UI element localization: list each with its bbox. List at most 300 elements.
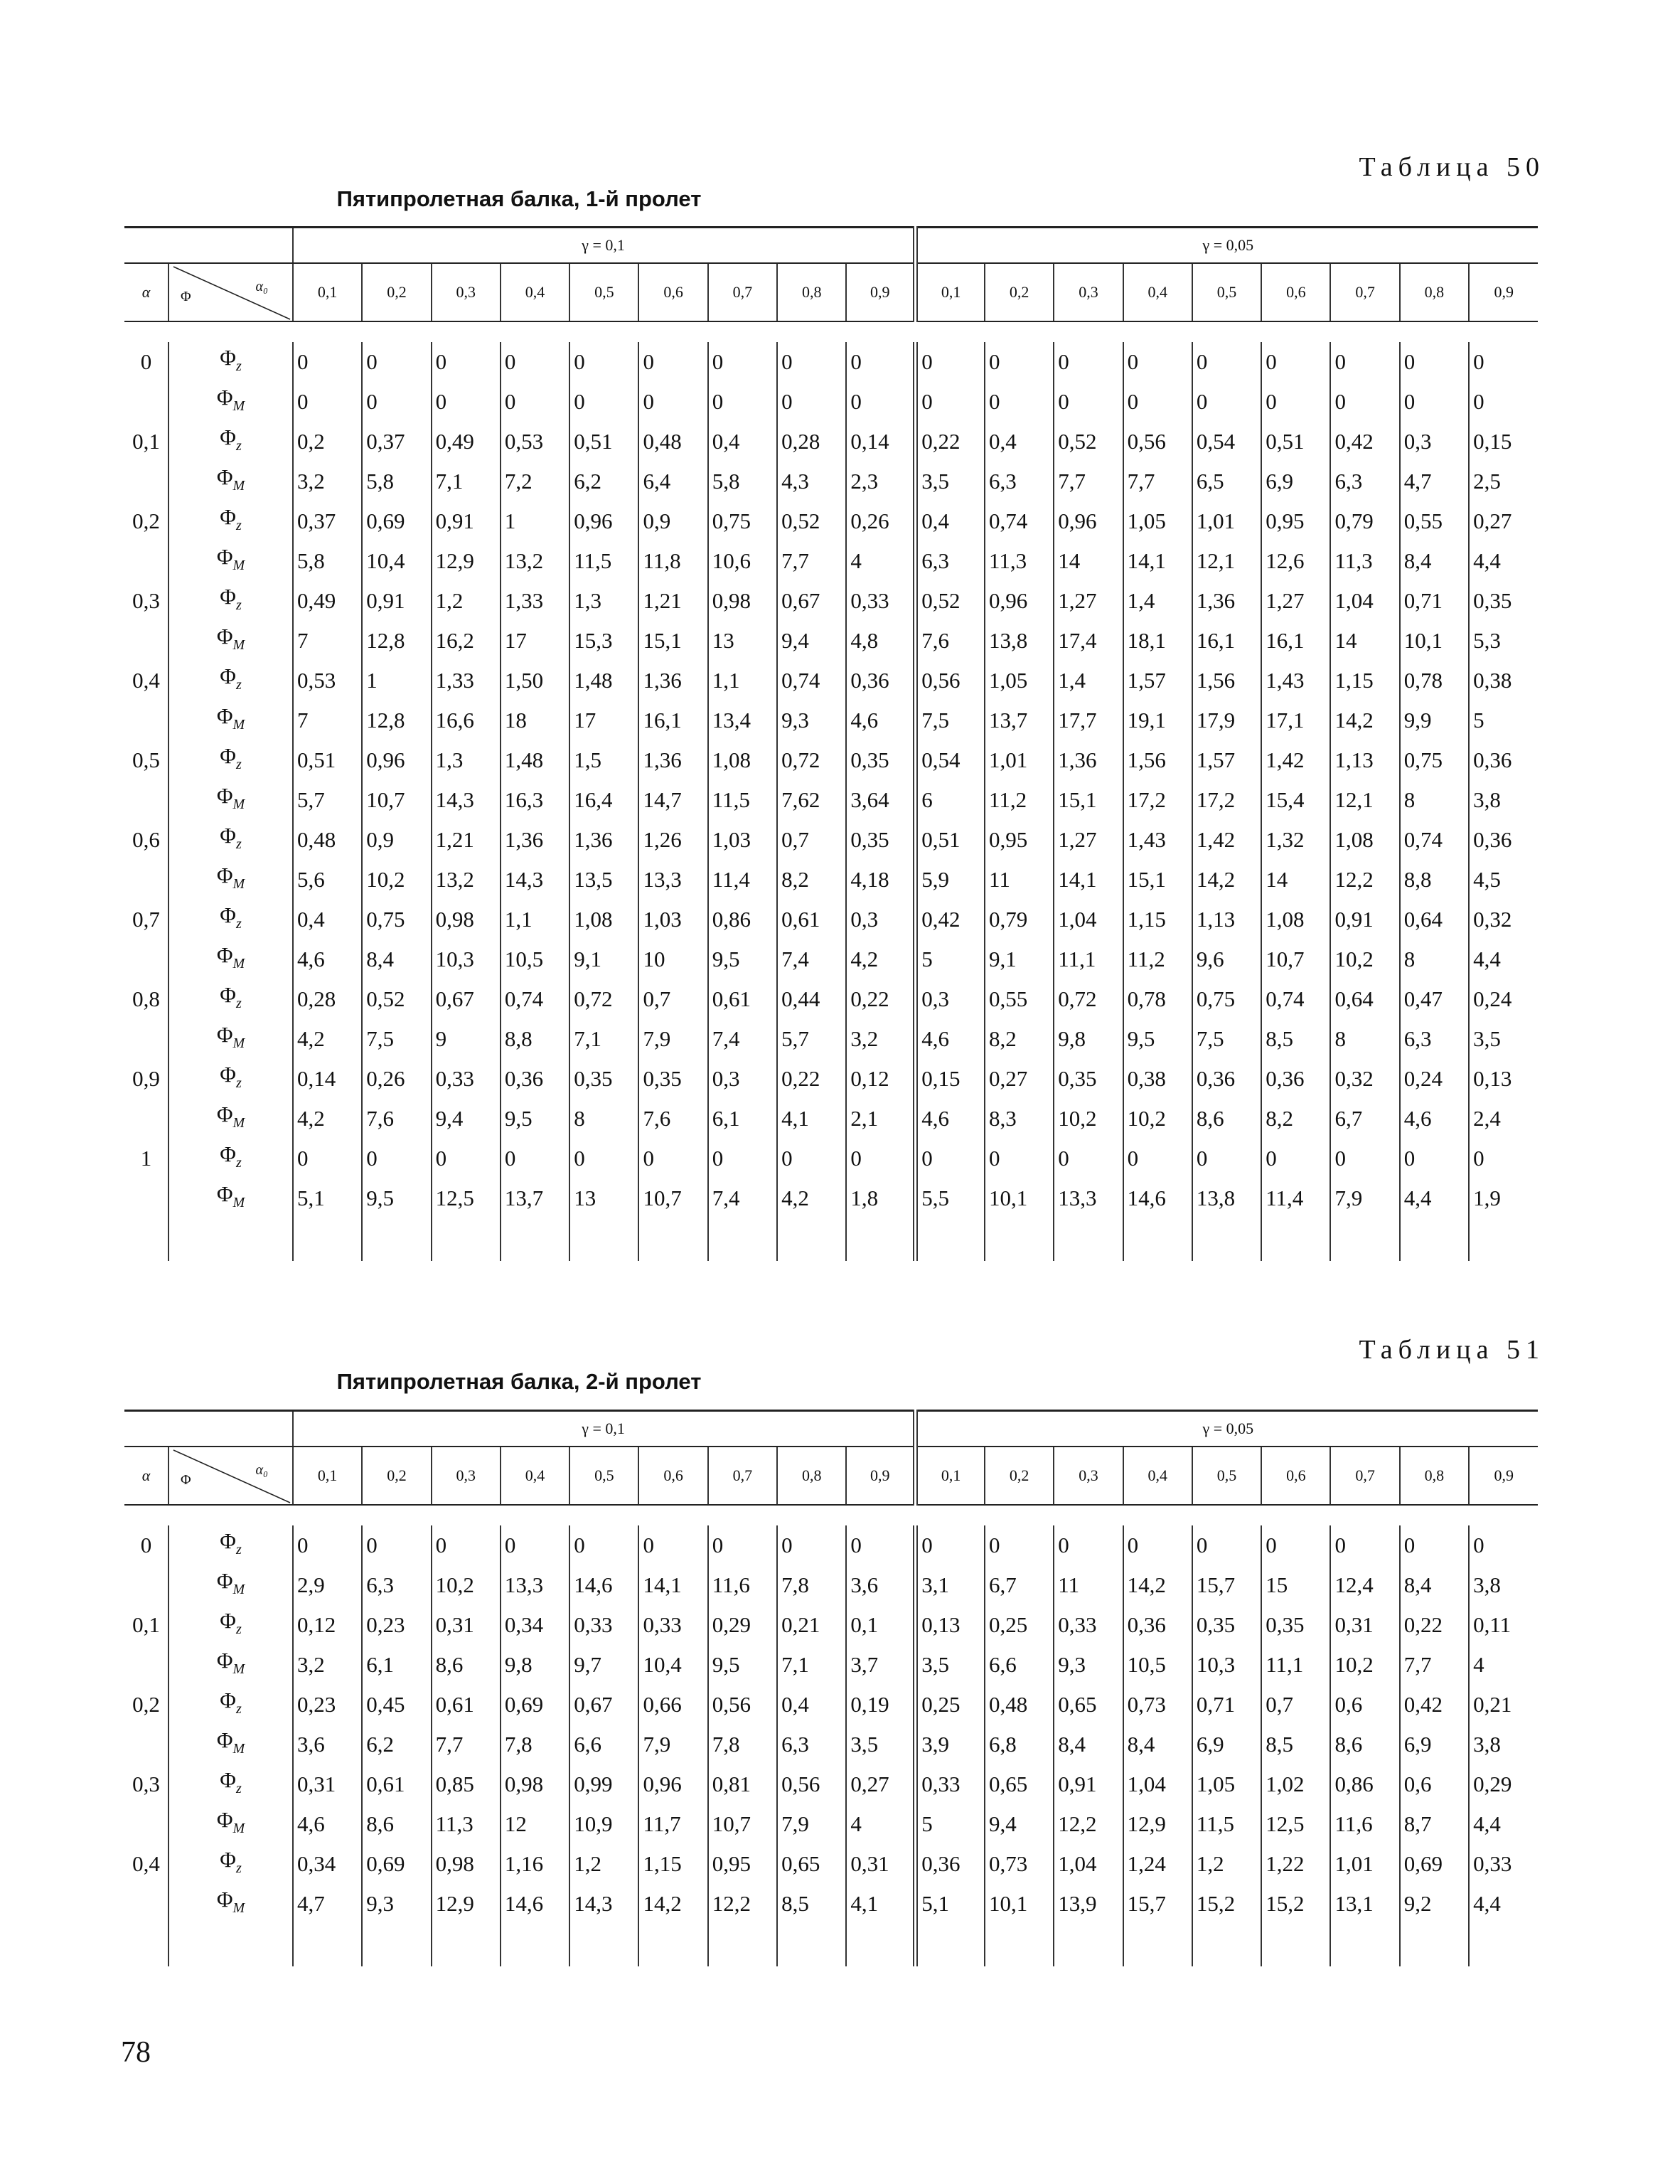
value-cell: 11,1 — [1261, 1645, 1330, 1685]
table-title: Пятипролетная балка, 1-й пролет — [336, 186, 702, 211]
value-cell: 7,2 — [501, 462, 569, 501]
phi-cell — [168, 701, 293, 740]
value-cell: 16,1 — [1261, 621, 1330, 661]
alpha-cell: 0,5 — [132, 747, 160, 772]
value-cell: 10,2 — [1330, 1645, 1399, 1685]
value-cell: 0 — [1469, 382, 1538, 422]
tail-cell — [1192, 1924, 1261, 1966]
value-cell: 0,14 — [846, 422, 915, 462]
value-cell: 1,2 — [432, 581, 501, 621]
tail-cell — [1469, 1924, 1538, 1966]
value-cell: 10,2 — [1123, 1099, 1192, 1139]
header-spacer — [124, 321, 1538, 342]
value-cell: 1,3 — [569, 581, 638, 621]
value-cell: 0,36 — [1261, 1059, 1330, 1099]
value-cell: 1,48 — [501, 740, 569, 780]
value-cell: 0,86 — [1330, 1764, 1399, 1804]
phi-subscript: z — [235, 358, 242, 374]
value-cell: 0,53 — [293, 661, 362, 701]
value-cell: 0,56 — [777, 1764, 846, 1804]
value-cell: 0 — [362, 342, 431, 382]
phi-subscript: M — [232, 1900, 245, 1916]
value-cell: 11,8 — [638, 541, 707, 581]
value-cell: 1,02 — [1261, 1764, 1330, 1804]
table-row — [124, 1844, 1538, 1884]
phi-cell — [168, 342, 293, 382]
alpha-cell: 0,3 — [132, 588, 160, 613]
value-cell: 11 — [1054, 1565, 1123, 1605]
value-cell: 5 — [916, 1804, 985, 1844]
phi-subscript: z — [235, 996, 242, 1011]
value-cell: 14,3 — [501, 860, 569, 900]
value-cell: 0,91 — [432, 501, 501, 541]
value-cell: 7,7 — [432, 1725, 501, 1764]
value-cell: 8,6 — [362, 1804, 431, 1844]
value-cell: 0,34 — [501, 1605, 569, 1645]
column-header-alpha0: 0,6 — [638, 1447, 707, 1505]
value-cell: 0,36 — [1123, 1605, 1192, 1645]
value-cell: 0,32 — [1469, 900, 1538, 939]
value-cell: 0,69 — [362, 1844, 431, 1884]
value-cell: 10,1 — [985, 1884, 1054, 1924]
value-cell: 0,52 — [916, 581, 985, 621]
value-cell: 12,4 — [1330, 1565, 1399, 1605]
phi-subscript: M — [232, 797, 245, 812]
value-cell: 4,5 — [1469, 860, 1538, 900]
value-cell: 0,99 — [569, 1764, 638, 1804]
column-header-alpha0: 0,7 — [1330, 263, 1399, 321]
value-cell: 3,5 — [916, 1645, 985, 1685]
value-cell: 10 — [638, 939, 707, 979]
tail-cell — [1123, 1924, 1192, 1966]
alpha-cell: 0,8 — [132, 986, 160, 1011]
value-cell: 10,3 — [432, 939, 501, 979]
value-cell: 7,1 — [569, 1019, 638, 1059]
table-tail — [124, 1924, 1538, 1966]
phi-subscript: z — [235, 916, 242, 932]
phi-symbol: Φ — [220, 425, 236, 449]
value-cell: 11,3 — [985, 541, 1054, 581]
value-cell: 0,51 — [569, 422, 638, 462]
tail-cell — [432, 1924, 501, 1966]
value-cell: 7,5 — [916, 701, 985, 740]
value-cell: 0 — [1261, 342, 1330, 382]
tail-cell — [1330, 1924, 1399, 1966]
value-cell: 8,7 — [1400, 1804, 1469, 1844]
column-header-alpha0: 0,1 — [293, 263, 362, 321]
value-cell: 13,1 — [1330, 1884, 1399, 1924]
value-cell: 0,15 — [1469, 422, 1538, 462]
value-cell: 0 — [1192, 1525, 1261, 1565]
value-cell: 0 — [1400, 382, 1469, 422]
value-cell: 7,7 — [1400, 1645, 1469, 1685]
phi-symbol: Φ — [220, 1062, 236, 1087]
value-cell: 0,35 — [846, 820, 915, 860]
value-cell: 0,36 — [501, 1059, 569, 1099]
tail-cell — [777, 1218, 846, 1261]
value-cell: 7,4 — [777, 939, 846, 979]
value-cell: 3,7 — [846, 1645, 915, 1685]
phi-subscript: M — [232, 876, 245, 892]
value-cell: 0,48 — [638, 422, 707, 462]
value-cell: 0 — [569, 382, 638, 422]
value-cell: 0,55 — [985, 979, 1054, 1019]
value-cell: 8,5 — [777, 1884, 846, 1924]
table-row — [124, 1178, 1538, 1218]
table-row — [124, 621, 1538, 661]
value-cell: 0,29 — [1469, 1764, 1538, 1804]
value-cell: 1,01 — [1192, 501, 1261, 541]
value-cell: 8,5 — [1261, 1019, 1330, 1059]
value-cell: 8 — [1400, 780, 1469, 820]
value-cell: 18,1 — [1123, 621, 1192, 661]
value-cell: 8,6 — [1330, 1725, 1399, 1764]
value-cell: 8,8 — [501, 1019, 569, 1059]
value-cell: 0,52 — [362, 979, 431, 1019]
value-cell: 10,1 — [1400, 621, 1469, 661]
value-cell: 0,42 — [1400, 1685, 1469, 1725]
value-cell: 9,8 — [1054, 1019, 1123, 1059]
value-cell: 0,56 — [916, 661, 985, 701]
alpha-cell — [124, 1725, 168, 1764]
value-cell: 0,61 — [777, 900, 846, 939]
value-cell: 0,35 — [1261, 1605, 1330, 1645]
value-cell: 10,4 — [362, 541, 431, 581]
value-cell: 8,5 — [1261, 1725, 1330, 1764]
value-cell: 6,8 — [985, 1725, 1054, 1764]
value-cell: 1,4 — [1054, 661, 1123, 701]
value-cell: 4,18 — [846, 860, 915, 900]
value-cell: 1,04 — [1330, 581, 1399, 621]
value-cell: 0,79 — [985, 900, 1054, 939]
phi-subscript: M — [232, 1115, 245, 1131]
value-cell: 0 — [1330, 382, 1399, 422]
value-cell: 11,5 — [708, 780, 777, 820]
value-cell: 0,4 — [985, 422, 1054, 462]
table-row — [124, 1565, 1538, 1605]
value-cell: 10,2 — [1330, 939, 1399, 979]
value-cell: 6,4 — [638, 462, 707, 501]
value-cell: 7 — [293, 701, 362, 740]
column-header-alpha0: 0,3 — [1054, 1447, 1123, 1505]
value-cell: 12,8 — [362, 621, 431, 661]
value-cell: 0 — [1400, 1525, 1469, 1565]
value-cell: 11,5 — [1192, 1804, 1261, 1844]
value-cell: 0 — [777, 382, 846, 422]
value-cell: 0,26 — [846, 501, 915, 541]
value-cell: 10,7 — [708, 1804, 777, 1844]
phi-cell — [168, 382, 293, 422]
value-cell: 14,2 — [1123, 1565, 1192, 1605]
value-cell: 7,6 — [638, 1099, 707, 1139]
group-header: γ = 0,1 — [293, 228, 916, 264]
column-header-alpha0: 0,9 — [846, 1447, 915, 1505]
phi-cell — [168, 1099, 293, 1139]
value-cell: 3,6 — [846, 1565, 915, 1605]
value-cell: 0 — [985, 342, 1054, 382]
value-cell: 12,1 — [1192, 541, 1261, 581]
value-cell: 17,9 — [1192, 701, 1261, 740]
value-cell: 0,25 — [916, 1685, 985, 1725]
value-cell: 2,4 — [1469, 1099, 1538, 1139]
tail-cell — [777, 1924, 846, 1966]
value-cell: 17,2 — [1192, 780, 1261, 820]
phi-subscript: z — [235, 1542, 242, 1557]
value-cell: 0,19 — [846, 1685, 915, 1725]
value-cell: 0,69 — [362, 501, 431, 541]
value-cell: 0,56 — [1123, 422, 1192, 462]
value-cell: 2,3 — [846, 462, 915, 501]
phi-symbol: Φ — [216, 1807, 233, 1832]
value-cell: 14,1 — [1123, 541, 1192, 581]
value-cell: 0,85 — [432, 1764, 501, 1804]
value-cell: 1,27 — [1054, 581, 1123, 621]
value-cell: 0,24 — [1400, 1059, 1469, 1099]
value-cell: 10,3 — [1192, 1645, 1261, 1685]
tail-cell — [569, 1218, 638, 1261]
value-cell: 9,7 — [569, 1645, 638, 1685]
column-header-alpha0: 0,7 — [1330, 1447, 1399, 1505]
value-cell: 15,4 — [1261, 780, 1330, 820]
value-cell: 0,27 — [846, 1764, 915, 1804]
value-cell: 4,4 — [1469, 541, 1538, 581]
value-cell: 0,95 — [1261, 501, 1330, 541]
value-cell: 5,1 — [916, 1884, 985, 1924]
value-cell: 6,7 — [1330, 1099, 1399, 1139]
value-cell: 0,72 — [777, 740, 846, 780]
value-cell: 0 — [293, 382, 362, 422]
alpha-header: α — [124, 1447, 168, 1505]
phi-subscript: z — [235, 1621, 242, 1637]
phi-subscript: z — [235, 518, 242, 533]
value-cell: 7,7 — [1054, 462, 1123, 501]
column-header-alpha0: 0,4 — [1123, 263, 1192, 321]
phi-subscript: z — [235, 836, 242, 852]
phi-symbol: Φ — [220, 345, 236, 370]
value-cell: 0,4 — [777, 1685, 846, 1725]
value-cell: 0 — [638, 1525, 707, 1565]
value-cell: 0,81 — [708, 1764, 777, 1804]
column-header-alpha0: 0,8 — [1400, 1447, 1469, 1505]
value-cell: 0,26 — [362, 1059, 431, 1099]
tail-cell — [846, 1924, 915, 1966]
value-cell: 7,9 — [638, 1019, 707, 1059]
alpha-cell — [124, 860, 168, 900]
value-cell: 19,1 — [1123, 701, 1192, 740]
value-cell: 14,7 — [638, 780, 707, 820]
phi-symbol: Φ — [220, 1528, 236, 1553]
value-cell: 0 — [638, 382, 707, 422]
value-cell: 0,96 — [362, 740, 431, 780]
value-cell: 4,2 — [293, 1099, 362, 1139]
value-cell: 0,35 — [569, 1059, 638, 1099]
value-cell: 0 — [362, 1139, 431, 1178]
phi-subscript: M — [232, 398, 245, 414]
value-cell: 11,5 — [569, 541, 638, 581]
value-cell: 15,2 — [1261, 1884, 1330, 1924]
value-cell: 0 — [1469, 342, 1538, 382]
value-cell: 0 — [1400, 1139, 1469, 1178]
table-50 — [124, 226, 1538, 1261]
value-cell: 0,54 — [1192, 422, 1261, 462]
value-cell: 1,57 — [1123, 661, 1192, 701]
phi-symbol: Φ — [216, 385, 233, 410]
value-cell: 16,1 — [1192, 621, 1261, 661]
value-cell: 0,24 — [1469, 979, 1538, 1019]
value-cell: 0,9 — [638, 501, 707, 541]
value-cell: 4,7 — [1400, 462, 1469, 501]
value-cell: 0 — [1330, 1139, 1399, 1178]
value-cell: 1,56 — [1192, 661, 1261, 701]
value-cell: 0 — [1330, 1525, 1399, 1565]
value-cell: 1,2 — [1192, 1844, 1261, 1884]
value-cell: 1,4 — [1123, 581, 1192, 621]
phi-symbol: Φ — [220, 1608, 236, 1633]
value-cell: 1,36 — [1054, 740, 1123, 780]
value-cell: 4,8 — [846, 621, 915, 661]
value-cell: 0 — [638, 1139, 707, 1178]
table-row — [124, 382, 1538, 422]
value-cell: 15,7 — [1123, 1884, 1192, 1924]
value-cell: 3,5 — [846, 1725, 915, 1764]
value-cell: 0,9 — [362, 820, 431, 860]
value-cell: 7,62 — [777, 780, 846, 820]
value-cell: 17,1 — [1261, 701, 1330, 740]
tail-cell — [1123, 1218, 1192, 1261]
value-cell: 14 — [1261, 860, 1330, 900]
value-cell: 0,7 — [638, 979, 707, 1019]
phi-symbol: Φ — [216, 783, 233, 808]
value-cell: 12,5 — [432, 1178, 501, 1218]
value-cell: 4,1 — [846, 1884, 915, 1924]
value-cell: 0,33 — [432, 1059, 501, 1099]
value-cell: 7,6 — [362, 1099, 431, 1139]
value-cell: 0 — [501, 1525, 569, 1565]
value-cell: 0,91 — [1330, 900, 1399, 939]
value-cell: 0 — [501, 382, 569, 422]
value-cell: 10,7 — [638, 1178, 707, 1218]
value-cell: 11,1 — [1054, 939, 1123, 979]
phi-symbol: Φ — [216, 544, 233, 569]
column-header-alpha0: 0,2 — [362, 1447, 431, 1505]
phi-cell — [168, 621, 293, 661]
phi-subscript: M — [232, 1582, 245, 1597]
value-cell: 14,6 — [501, 1884, 569, 1924]
phi-subscript: z — [235, 677, 242, 693]
value-cell: 4,4 — [1400, 1178, 1469, 1218]
table-label: Таблица 51 — [1359, 1335, 1545, 1365]
phi-subscript: z — [235, 597, 242, 613]
value-cell: 1,42 — [1192, 820, 1261, 860]
table-row — [124, 581, 1538, 621]
value-cell: 1,32 — [1261, 820, 1330, 860]
value-cell: 17,4 — [1054, 621, 1123, 661]
phi-cell — [168, 820, 293, 860]
table-row — [124, 541, 1538, 581]
value-cell: 0 — [1123, 342, 1192, 382]
tail-cell — [168, 1924, 293, 1966]
table-row — [124, 422, 1538, 462]
table-row — [124, 661, 1538, 701]
phi-cell — [168, 1645, 293, 1685]
value-cell: 14,2 — [638, 1884, 707, 1924]
value-cell: 12,1 — [1330, 780, 1399, 820]
value-cell: 1,36 — [638, 661, 707, 701]
value-cell: 0,36 — [1192, 1059, 1261, 1099]
table-row — [124, 462, 1538, 501]
value-cell: 8,8 — [1400, 860, 1469, 900]
value-cell: 15,1 — [1054, 780, 1123, 820]
tail-cell — [124, 1924, 168, 1966]
value-cell: 16,1 — [638, 701, 707, 740]
value-cell: 0,36 — [916, 1844, 985, 1884]
phi-cell — [168, 1685, 293, 1725]
value-cell: 0,29 — [708, 1605, 777, 1645]
tail-cell — [985, 1218, 1054, 1261]
value-cell: 4,3 — [777, 462, 846, 501]
value-cell: 4,2 — [846, 939, 915, 979]
group-header: γ = 0,1 — [293, 1411, 916, 1447]
value-cell: 1 — [362, 661, 431, 701]
value-cell: 1,1 — [708, 661, 777, 701]
value-cell: 16,6 — [432, 701, 501, 740]
alpha-cell: 0,2 — [132, 508, 160, 533]
alpha-cell: 0 — [140, 1533, 152, 1557]
value-cell: 8,2 — [1261, 1099, 1330, 1139]
value-cell: 0 — [638, 342, 707, 382]
value-cell: 5,3 — [1469, 621, 1538, 661]
table-row — [124, 342, 1538, 382]
value-cell: 9,1 — [569, 939, 638, 979]
value-cell: 0,98 — [432, 900, 501, 939]
value-cell: 0,13 — [916, 1605, 985, 1645]
phi-symbol: Φ — [220, 1141, 236, 1166]
value-cell: 8,4 — [1054, 1725, 1123, 1764]
value-cell: 6,3 — [777, 1725, 846, 1764]
value-cell: 8,6 — [1192, 1099, 1261, 1139]
value-cell: 0,69 — [501, 1685, 569, 1725]
value-cell: 11,6 — [1330, 1804, 1399, 1844]
value-cell: 0 — [1330, 342, 1399, 382]
value-cell: 0,53 — [501, 422, 569, 462]
value-cell: 0,74 — [985, 501, 1054, 541]
phi-cell — [168, 541, 293, 581]
value-cell: 0,27 — [1469, 501, 1538, 541]
value-cell: 1,03 — [708, 820, 777, 860]
value-cell: 0 — [1054, 342, 1123, 382]
value-cell: 8,6 — [432, 1645, 501, 1685]
table-row — [124, 1645, 1538, 1685]
value-cell: 0,96 — [638, 1764, 707, 1804]
value-cell: 4,2 — [777, 1178, 846, 1218]
tail-cell — [293, 1218, 362, 1261]
value-cell: 0 — [501, 1139, 569, 1178]
value-cell: 4,6 — [846, 701, 915, 740]
table-row — [124, 1099, 1538, 1139]
value-cell: 10,9 — [569, 1804, 638, 1844]
phi-subscript: z — [235, 757, 242, 772]
value-cell: 1,2 — [569, 1844, 638, 1884]
value-cell: 0,15 — [916, 1059, 985, 1099]
value-cell: 13,3 — [501, 1565, 569, 1605]
value-cell: 13,7 — [985, 701, 1054, 740]
value-cell: 17 — [569, 701, 638, 740]
phi-subscript: M — [232, 558, 245, 573]
phi-subscript: z — [235, 1155, 242, 1171]
value-cell: 0,23 — [362, 1605, 431, 1645]
value-cell: 0 — [708, 1139, 777, 1178]
value-cell: 9,8 — [501, 1645, 569, 1685]
